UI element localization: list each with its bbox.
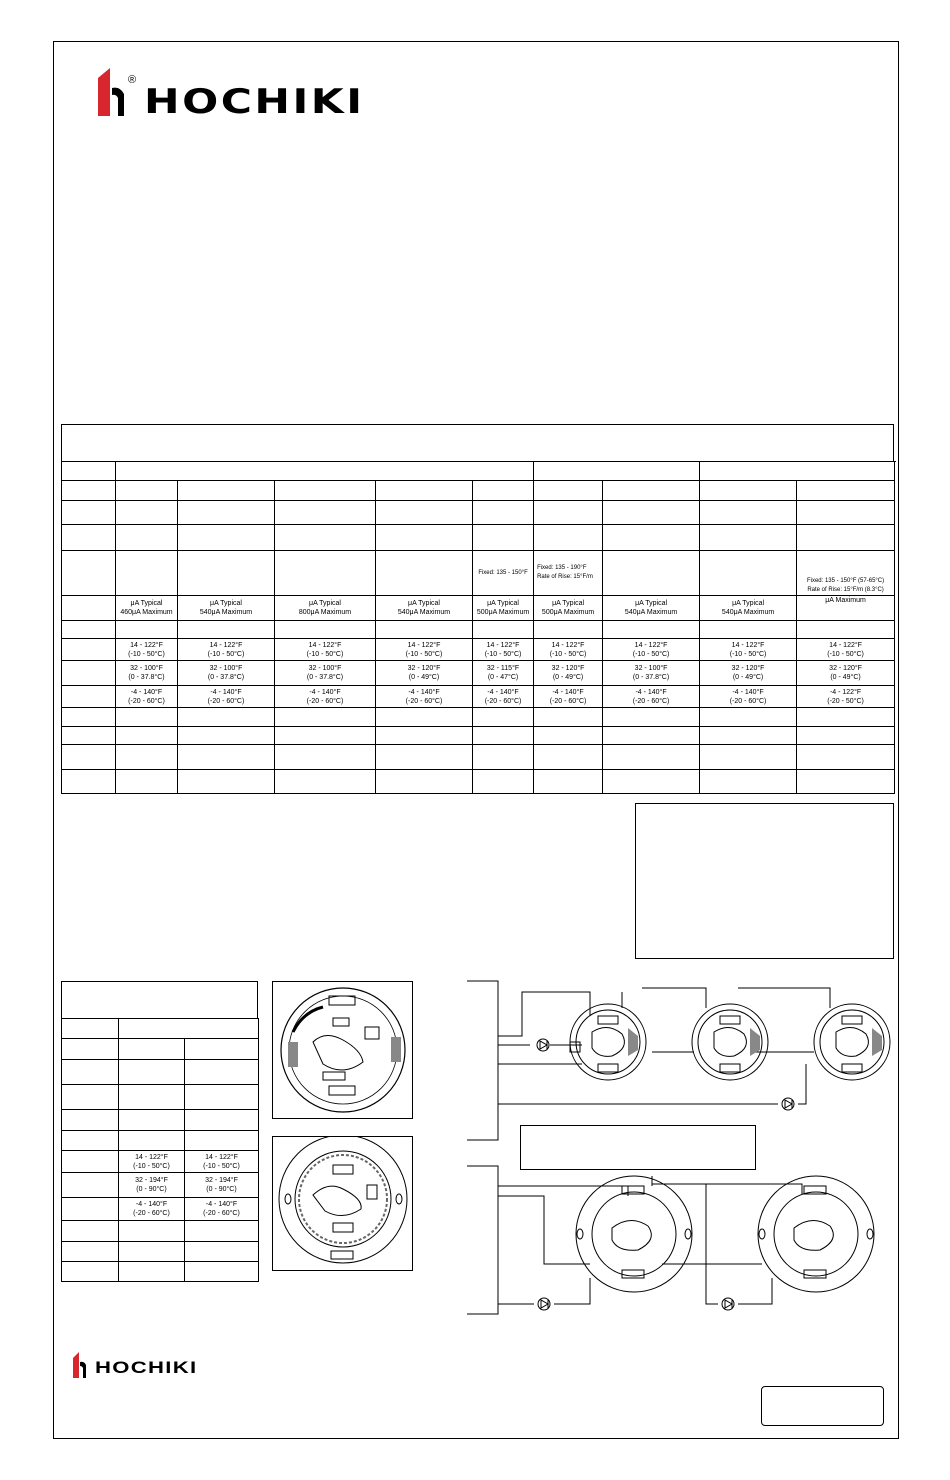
table-cell: 14 - 122°F (-10 - 50°C) <box>119 1151 185 1173</box>
brand-wordmark-small: HOCHIKI <box>95 1358 198 1377</box>
heat-rating-cell: Fixed: 135 - 150°F (57-65°C) Rate of Rise: 15°F/m (8.3°C) <box>797 551 895 596</box>
table-row <box>62 1242 259 1262</box>
table-cell: 14 - 122°F (-10 - 50°C) <box>185 1151 259 1173</box>
table-row <box>62 1262 259 1282</box>
table-cell: μA Typical 460μA Maximum <box>116 596 178 621</box>
table-row-operating-temperature <box>62 1151 259 1173</box>
table-row <box>62 1221 259 1242</box>
table-cell: μA Typical 540μA Maximum <box>603 596 700 621</box>
table-row-operating-temperature <box>62 639 895 661</box>
table-cell: -4 - 140°F (-20 - 60°C) <box>275 686 376 708</box>
table-cell: 32 - 115°F (0 - 47°C) <box>473 661 534 686</box>
table-row <box>62 462 895 481</box>
table-row <box>62 1085 259 1110</box>
spec-table-caption <box>61 424 894 462</box>
table-row <box>62 1131 259 1151</box>
table-cell: -4 - 140°F (-20 - 60°C) <box>116 686 178 708</box>
table-cell: 32 - 120°F (0 - 49°C) <box>797 661 895 686</box>
table-cell: 32 - 100°F (0 - 37.8°C) <box>603 661 700 686</box>
detector-base-icon <box>273 982 412 1118</box>
table-row <box>62 727 895 745</box>
note-box <box>635 803 894 959</box>
table-cell: -4 - 140°F (-20 - 60°C) <box>376 686 473 708</box>
table-cell: 14 - 122°F (-10 - 50°C) <box>700 639 797 661</box>
table-row <box>62 481 895 501</box>
base-table-caption <box>61 981 258 1019</box>
table-cell: 14 - 122°F (-10 - 50°C) <box>178 639 275 661</box>
table-row-heat-rating <box>62 551 895 596</box>
header-logo <box>98 68 388 120</box>
table-cell: μA Typical 540μA Maximum <box>700 596 797 621</box>
table-cell: 32 - 194°F (0 - 90°C) <box>119 1173 185 1198</box>
base-table <box>61 1018 259 1282</box>
table-cell: -4 - 122°F (-20 - 50°C) <box>797 686 895 708</box>
table-cell: 14 - 122°F (-10 - 50°C) <box>376 639 473 661</box>
table-cell: 14 - 122°F (-10 - 50°C) <box>473 639 534 661</box>
registered-mark: ® <box>128 74 137 86</box>
table-row <box>62 745 895 770</box>
table-cell: 32 - 120°F (0 - 49°C) <box>376 661 473 686</box>
table-cell: 32 - 100°F (0 - 37.8°C) <box>178 661 275 686</box>
heat-rating-cell: Fixed: 135 - 150°F <box>473 551 534 596</box>
table-cell: μA Maximum <box>797 596 895 621</box>
document-number-box <box>761 1386 884 1426</box>
table-cell: -4 - 140°F (-20 - 60°C) <box>473 686 534 708</box>
table-cell: 14 - 122°F (-10 - 50°C) <box>116 639 178 661</box>
diagram-caption-box <box>520 1125 756 1170</box>
table-cell: 14 - 122°F (-10 - 50°C) <box>275 639 376 661</box>
table-row <box>62 770 895 794</box>
table-row <box>62 525 895 551</box>
base-illustration-1 <box>272 981 413 1119</box>
table-cell: 32 - 100°F (0 - 37.8°C) <box>275 661 376 686</box>
footer-logo <box>73 1352 213 1378</box>
table-row <box>62 1019 259 1039</box>
table-cell: μA Typical 800μA Maximum <box>275 596 376 621</box>
hochiki-flame-icon <box>73 1352 89 1378</box>
table-cell: 14 - 122°F (-10 - 50°C) <box>603 639 700 661</box>
table-row <box>62 708 895 727</box>
table-row <box>62 1110 259 1131</box>
table-cell: 14 - 122°F (-10 - 50°C) <box>534 639 603 661</box>
table-cell: μA Typical 540μA Maximum <box>178 596 275 621</box>
table-cell: 32 - 194°F (0 - 90°C) <box>185 1173 259 1198</box>
table-row-storage-temperature <box>62 686 895 708</box>
table-row-storage-temperature <box>62 1198 259 1221</box>
spec-table <box>61 461 895 794</box>
table-cell: μA Typical 500μA Maximum <box>473 596 534 621</box>
table-cell: 14 - 122°F (-10 - 50°C) <box>797 639 895 661</box>
table-cell: μA Typical 540μA Maximum <box>376 596 473 621</box>
table-row-standby-current <box>62 596 895 621</box>
brand-wordmark: HOCHIKI <box>144 82 365 122</box>
base-illustration-2 <box>272 1136 413 1271</box>
table-cell: -4 - 140°F (-20 - 60°C) <box>119 1198 185 1221</box>
table-cell: 32 - 120°F (0 - 49°C) <box>534 661 603 686</box>
heat-rating-cell: Fixed: 135 - 190°F Rate of Rise: 15°F/m <box>534 551 603 596</box>
table-row-ambient-temperature <box>62 1173 259 1198</box>
table-row <box>62 1039 259 1060</box>
detector-base-icon <box>273 1137 412 1270</box>
table-cell: -4 - 140°F (-20 - 60°C) <box>178 686 275 708</box>
table-row <box>62 621 895 639</box>
table-row <box>62 501 895 525</box>
table-cell: -4 - 140°F (-20 - 60°C) <box>603 686 700 708</box>
table-cell: 32 - 100°F (0 - 37.8°C) <box>116 661 178 686</box>
table-row-ambient-temperature <box>62 661 895 686</box>
table-cell: -4 - 140°F (-20 - 60°C) <box>534 686 603 708</box>
table-cell: -4 - 140°F (-20 - 60°C) <box>700 686 797 708</box>
table-cell: μA Typical 500μA Maximum <box>534 596 603 621</box>
table-row <box>62 1060 259 1085</box>
hochiki-flame-icon <box>98 68 130 116</box>
table-cell: 32 - 120°F (0 - 49°C) <box>700 661 797 686</box>
table-cell: -4 - 140°F (-20 - 60°C) <box>185 1198 259 1221</box>
